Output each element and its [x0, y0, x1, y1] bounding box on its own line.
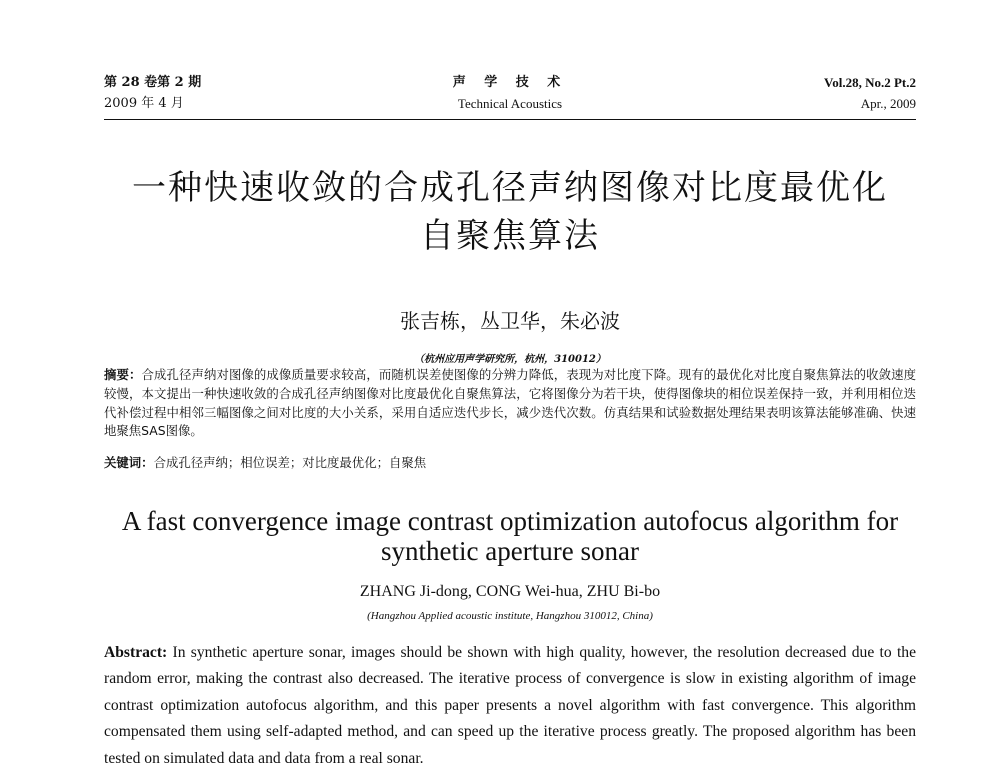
affiliation-en: (Hangzhou Applied acoustic institute, Hangzhou 310012, China) [367, 610, 653, 622]
header-rule [104, 119, 916, 120]
title-cn-line2: 自聚焦算法 [420, 216, 600, 256]
volume-cn: 第 28 卷第 2 期 [104, 75, 202, 90]
title-en [104, 506, 916, 566]
header-center [104, 72, 916, 114]
date-cn: 2009 年 4 月 [104, 96, 184, 111]
title-cn [104, 164, 916, 260]
volume-en: Vol.28, No.2 Pt.2 [824, 75, 916, 90]
authors-en: ZHANG Ji-dong, CONG Wei-hua, ZHU Bi-bo [359, 583, 661, 600]
abstract-en [104, 640, 916, 772]
title-en-line1: A fast convergence image contrast optimization autofocus algorithm for [121, 506, 899, 536]
keywords-cn-text: 合成孔径声纳；相位误差；对比度最优化；自聚焦 [153, 455, 427, 470]
title-cn-line1: 一种快速收敛的合成孔径声纳图像对比度最优化 [132, 168, 888, 208]
keywords-cn [104, 453, 916, 471]
abstract-en-text: In synthetic aperture sonar, images should be shown with high quality, however, the resolution decreased due to the random error, making the contrast also decreased. The iterative process of convergence is slow in existing algorithm of image contrast optimization autofocus algorithm, and this paper presents a novel algorithm with fast convergence. This algorithm compensated them using self-adapted method, and can speed up the iterative process greatly. The proposed algorithm has been tested on simulated data and data from a real sonar. [104, 644, 916, 767]
journal-name-cn: 声 学 技 术 [452, 75, 568, 90]
abstract-cn-label: 摘要： [104, 367, 142, 382]
authors-cn: 张吉栋，丛卫华，朱必波 [400, 309, 620, 333]
abstract-en-label: Abstract: [104, 644, 168, 661]
affiliation-cn: （杭州应用声学研究所，杭州，310012） [414, 354, 606, 365]
keywords-cn-label: 关键词： [104, 455, 154, 470]
header-right [824, 72, 916, 114]
abstract-cn [104, 366, 916, 441]
title-en-line2: synthetic aperture sonar [381, 536, 639, 566]
abstract-cn-text: 合成孔径声纳对图像的成像质量要求较高，而随机误差使图像的分辨力降低，表现为对比度下降。现有的最优化对比度自聚焦算法的收敛速度较慢，本文提出一种快速收敛的合成孔径声纳图像对比度最优化自聚焦算法，它将图像分为若干块，使得图像块的相位误差保持一致，并利用相位迭代补偿过程中相邻三幅图像之间对比度的大小关系，采用自适应迭代步长，减少迭代次数。仿真结果和试验数据处理结果表明该算法能够准确、快速地聚焦SAS图像。 [104, 367, 917, 439]
running-header [104, 72, 916, 118]
date-en: Apr., 2009 [860, 96, 916, 111]
journal-name-en: Technical Acoustics [457, 96, 563, 111]
